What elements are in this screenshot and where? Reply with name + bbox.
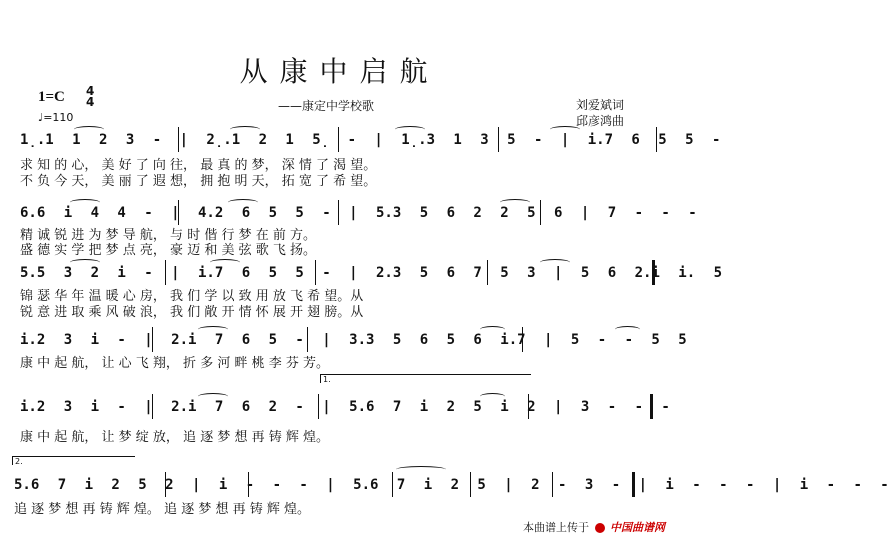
- lyric-line: 追 逐 梦 想 再 铸 辉 煌。 追 逐 梦 想 再 铸 辉 煌。: [14, 502, 310, 517]
- notation-line: i.2 3 i - | 2.i 7 6 2 - | 5.6 7 i 2 5 i 2 | 3 - - -: [20, 399, 670, 415]
- lyric-line: 锐 意 进 取 乘 风 破 浪， 我 们 敞 开 情 怀 展 开 翅 膀。从: [20, 305, 364, 320]
- volta-bracket: 2.: [12, 456, 135, 465]
- lyric-line: 盛 德 实 学 把 梦 点 亮， 豪 迈 和 美 弦 歌 飞 扬。: [20, 243, 316, 258]
- notation-line: 1̣.1 1 2 3 - | 2̣.1 2 1 5̣ - | 1̣.3 1 3 5 - | i.7 6 5 5 -: [20, 132, 721, 148]
- tempo-mark: ♩=110: [38, 111, 74, 124]
- footer-credit: [523, 519, 665, 535]
- lyric-line: 康 中 起 航， 让 梦 绽 放， 追 逐 梦 想 再 铸 辉 煌。: [20, 430, 329, 445]
- lyric-line: 锦 瑟 华 年 温 暖 心 房， 我 们 学 以 致 用 放 飞 希 望。从: [20, 289, 364, 304]
- notation-line: 5.5 3 2 i - | i.7 6 5 5 - | 2.3 5 6 7 5 3 | 5 6 2.i i. 5: [20, 265, 723, 281]
- time-signature-bottom: 4: [86, 95, 95, 109]
- song-title: 从康中启航: [239, 55, 440, 88]
- time-signature: [86, 86, 94, 108]
- footer-prefix: 本曲谱上传于: [523, 521, 589, 534]
- song-subtitle: ——康定中学校歌: [278, 99, 375, 113]
- slur: [396, 466, 446, 473]
- lyric-line: 精 诚 锐 进 为 梦 导 航， 与 时 偕 行 梦 在 前 方。: [20, 228, 316, 243]
- footer-site-link[interactable]: 中国曲谱网: [610, 521, 665, 534]
- key-signature: 1=C: [38, 89, 65, 105]
- notation-line: 5.6 7 i 2 5 2 | i - - - | 5.6 7 i 2 5 | 2 - 3 - | i - - - | i - - -: [14, 477, 889, 493]
- notation-line: 6.6 i 4 4 - | 4.2 6 5 5 - | 5.3 5 6 2 2 5 6 | 7 - - -: [20, 205, 697, 221]
- lyric-line: 不 负 今 天， 美 丽 了 遐 想， 拥 抱 明 天， 拓 宽 了 希 望。: [20, 174, 377, 189]
- composer-credit: 邱彦鸿曲: [576, 114, 625, 128]
- notation-line: i.2 3 i - | 2.i 7 6 5 - | 3.3 5 6 5 6 i.7 | 5 - - 5 5: [20, 332, 687, 348]
- volta-bracket: 1.: [320, 374, 531, 383]
- lyric-line: 求 知 的 心， 美 好 了 向 往， 最 真 的 梦， 深 情 了 渴 望。: [20, 158, 377, 173]
- time-signature-top: 4: [86, 84, 95, 98]
- lyricist-credit: 刘爱斌词: [576, 98, 625, 112]
- lyric-line: 康 中 起 航， 让 心 飞 翔， 折 多 河 畔 桃 李 芬 芳。: [20, 356, 329, 371]
- site-logo-icon: [595, 523, 605, 533]
